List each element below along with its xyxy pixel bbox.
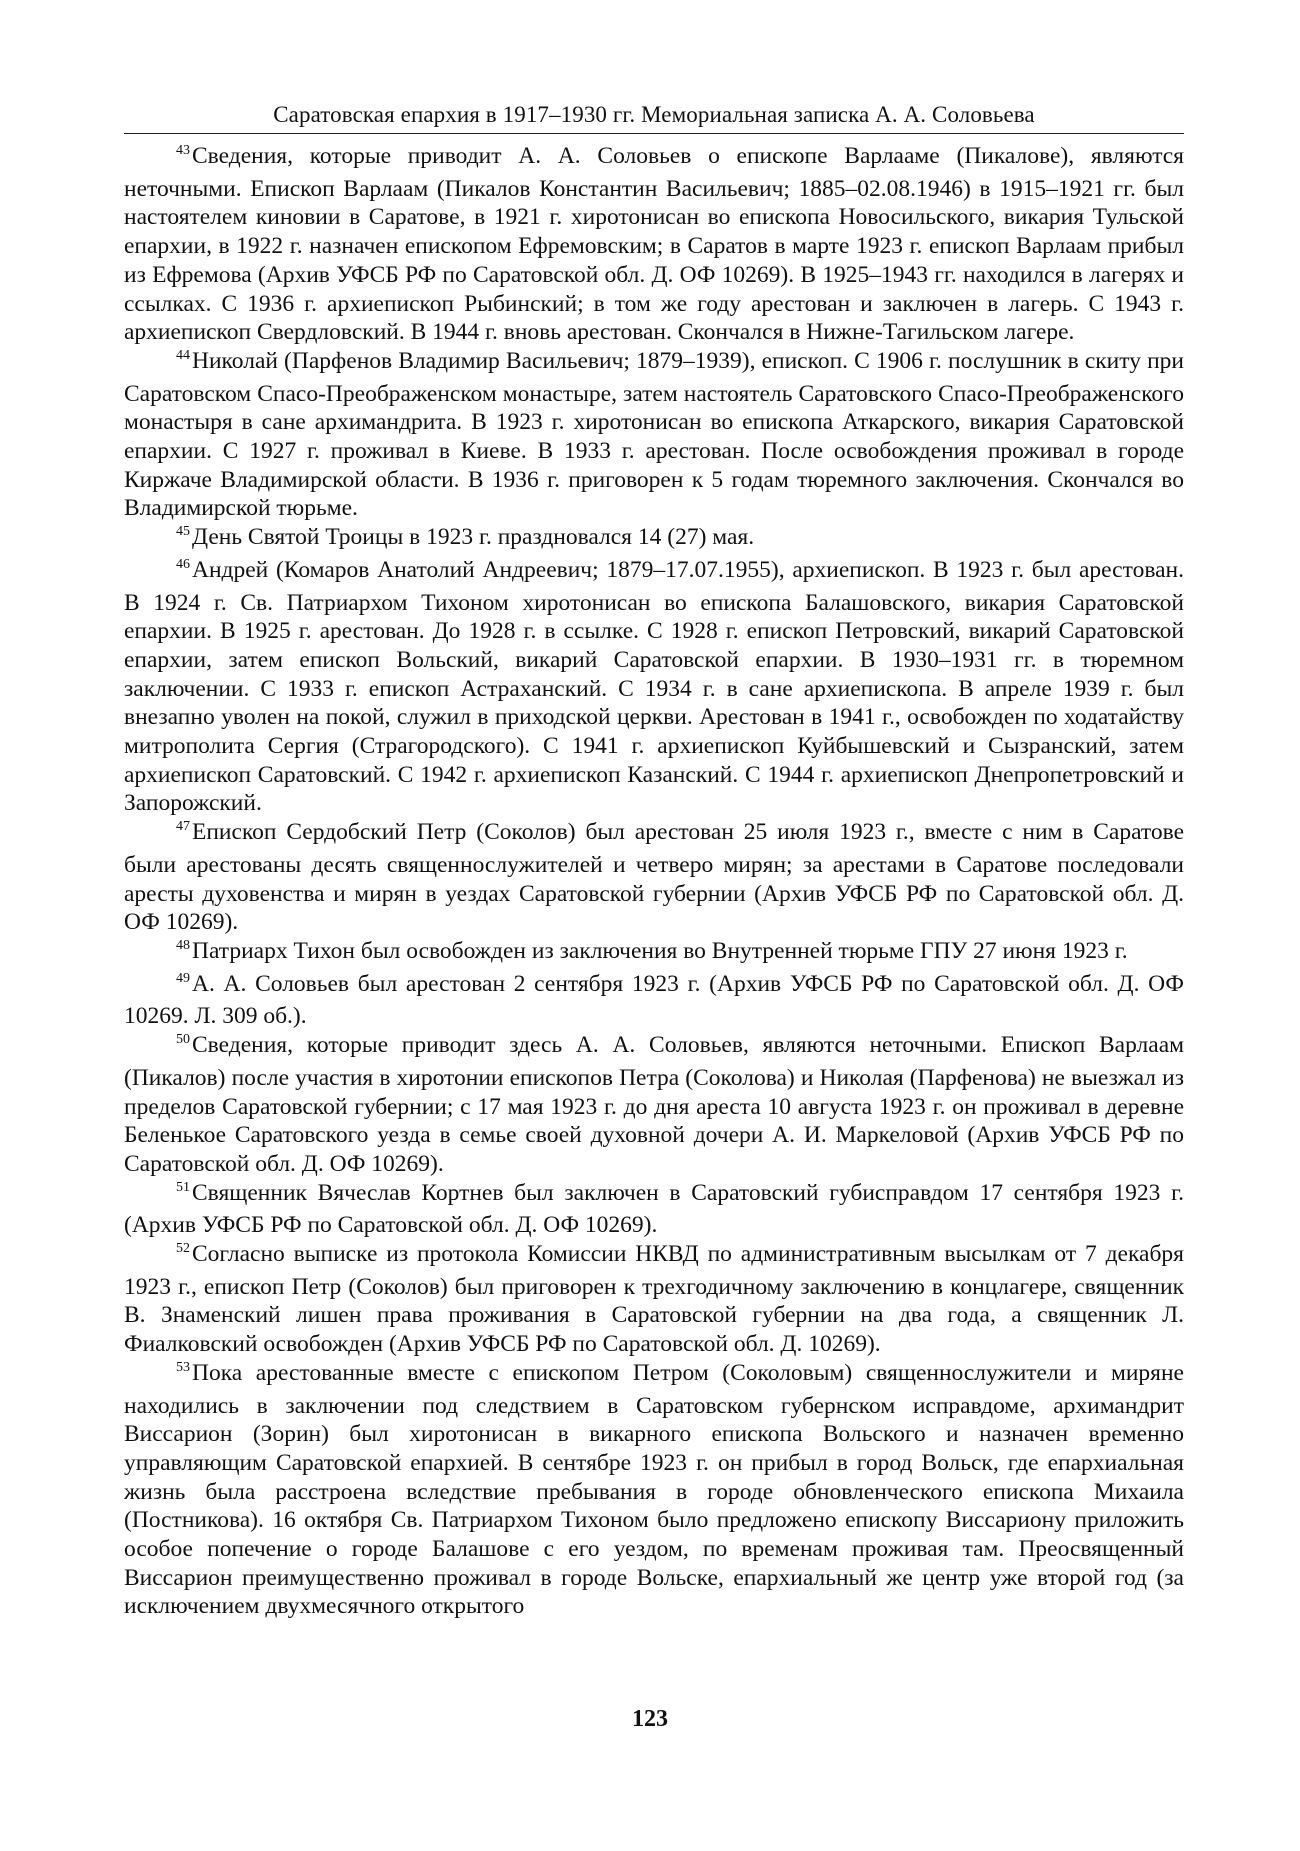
endnote-51 (124, 1179, 1184, 1240)
endnote-text: День Святой Троицы в 1923 г. праздновался 14 (27) мая. (192, 524, 755, 551)
endnote-52 (124, 1240, 1184, 1359)
endnote-48 (124, 937, 1184, 970)
endnote-text: Пока арестованные вместе с епископом Петром (Соколовым) священнослужители и миряне находились в заключении под следствием в Саратовском губернском исправдоме, архимандрит Виссарион (Зорин) был хиротонисан в викарного епископа Вольского и назначен временно управляющим Саратовской епархией. В сентябре 1923 г. он прибыл в город Вольск, где епархиальная жизнь была расстроена вследствие пребывания в городе обновленческого епископа Михаила (Постникова). 16 октября Св. Патриархом Тихоном было предложено епископу Виссариону приложить особое попечение о городе Балашове с его уездом, по временам проживая там. Преосвященный Виссарион преимущественно проживал в городе Вольске, епархиальный же центр уже второй год (за исключением двухмесячного открытого (124, 1359, 1184, 1620)
endnote-text: Епископ Сердобский Петр (Соколов) был арестован 25 июля 1923 г., вместе с ним в Саратове были арестованы десять священнослужителей и четверо мирян; за арестами в Саратове последовали аресты духовенства и мирян в уездах Саратовской губернии (Архив УФСБ РФ по Саратовской обл. Д. ОФ 10269). (124, 819, 1184, 936)
endnote-number: 47 (176, 819, 190, 835)
endnote-number: 50 (176, 1032, 190, 1048)
endnote-text: Андрей (Комаров Анатолий Андреевич; 1879–17.07.1955), архиепископ. В 1923 г. был арестован. В 1924 г. Св. Патриархом Тихоном хиротонисан во епископа Балашовского, викария Саратовской епархии. В 1925 г. арестован. До 1928 г. в ссылке. С 1928 г. епископ Петровский, викарий Саратовской епархии, затем епископ Вольский, викарий Саратовской епархии. В 1930–1931 гг. в тюремном заключении. С 1933 г. епископ Астраханский. С 1934 г. в сане архиепископа. В апреле 1939 г. был внезапно уволен на покой, служил в приходской церкви. Арестован в 1941 г., освобожден по ходатайству митрополита Сергия (Страгородского). С 1941 г. архиепископ Куйбышевский и Сызранский, затем архиепископ Саратовский. С 1942 г. архиепископ Казанский. С 1944 г. архиепископ Днепропетровский и Запорожский. (124, 556, 1184, 817)
endnote-53 (124, 1359, 1184, 1621)
endnote-text: Священник Вячеслав Кортнев был заключен в Саратовский губисправдом 17 сентября 1923 г. (Архив УФСБ РФ по Саратовской обл. Д. ОФ 10269). (124, 1179, 1184, 1239)
running-head: Саратовская епархия в 1917–1930 гг. Мемориальная записка А. А. Соловьева (273, 102, 1035, 127)
endnote-text: А. А. Соловьев был арестован 2 сентября 1923 г. (Архив УФСБ РФ по Саратовской обл. Д. ОФ 10269. Л. 309 об.). (124, 970, 1184, 1030)
endnote-text: Николай (Парфенов Владимир Васильевич; 1879–1939), епископ. С 1906 г. послушник в скиту при Саратовском Спасо-Преображенском монастыре, затем настоятель Саратовского Спасо-Преображенского монастыря в сане архимандрита. В 1923 г. хиротонисан во епископа Аткарского, викария Саратовской епархии. С 1927 г. проживал в Киеве. В 1933 г. арестован. После освобождения проживал в городе Киржаче Владимирской области. В 1936 г. приговорен к 5 годам тюремного заключения. Скончался во Владимирской тюрьме. (124, 347, 1184, 522)
page-number: 123 (632, 1706, 668, 1732)
endnote-number: 51 (176, 1179, 190, 1195)
endnote-44 (124, 347, 1184, 523)
endnotes (124, 142, 1184, 1621)
endnote-number: 45 (176, 524, 190, 540)
endnote-number: 53 (176, 1359, 190, 1375)
endnote-text: Согласно выписке из протокола Комиссии НКВД по административным высылкам от 7 декабря 1923 г., епископ Петр (Соколов) был приговорен к трехгодичному заключению в концлагере, священник В. Знаменский лишен права проживания в Саратовской губернии на два года, а священник Л. Фиалковский освобожден (Архив УФСБ РФ по Саратовской обл. Д. 10269). (124, 1241, 1184, 1358)
endnote-49 (124, 970, 1184, 1031)
endnote-text: Сведения, которые приводит здесь А. А. Соловьев, являются неточными. Епископ Варлаам (Пикалов) после участия в хиротонии епископов Петра (Соколова) и Николая (Парфенова) не выезжал из пределов Саратовской губернии; с 17 мая 1923 г. до дня ареста 10 августа 1923 г. он проживал в деревне Беленькое Саратовского уезда в семье своей духовной дочери А. И. Маркеловой (Архив УФСБ РФ по Саратовской обл. Д. ОФ 10269). (124, 1032, 1184, 1177)
endnote-46 (124, 556, 1184, 818)
endnote-45 (124, 523, 1184, 556)
endnote-number: 46 (176, 556, 190, 572)
endnote-47 (124, 818, 1184, 937)
endnote-number: 48 (176, 937, 190, 953)
endnote-number: 52 (176, 1241, 190, 1257)
endnote-number: 49 (176, 970, 190, 986)
endnote-number: 43 (176, 143, 190, 158)
endnote-text: Сведения, которые приводит А. А. Соловьев о епископе Варлааме (Пикалове), являются неточными. Епископ Варлаам (Пикалов Константин Васильевич; 1885–02.08.1946) в 1915–1921 гг. был настоятелем киновии в Саратове, в 1921 г. хиротонисан во епископа Новосильского, викария Тульской епархии, в 1922 г. назначен епископом Ефремовским; в Саратов в марте 1923 г. епископ Варлаам прибыл из Ефремова (Архив УФСБ РФ по Саратовской обл. Д. ОФ 10269). В 1925–1943 гг. находился в лагерях и ссылках. С 1936 г. архиепископ Рыбинский; в том же году арестован и заключен в лагерь. С 1943 г. архиепископ Свердловский. В 1944 г. вновь арестован. Скончался в Нижне-Тагильском лагере. (124, 143, 1184, 346)
header-rule (124, 133, 1184, 134)
endnote-43 (124, 142, 1184, 347)
endnote-50 (124, 1031, 1184, 1179)
endnote-number: 44 (176, 347, 190, 363)
endnote-text: Патриарх Тихон был освобожден из заключения во Внутренней тюрьме ГПУ 27 июня 1923 г. (192, 937, 1128, 964)
